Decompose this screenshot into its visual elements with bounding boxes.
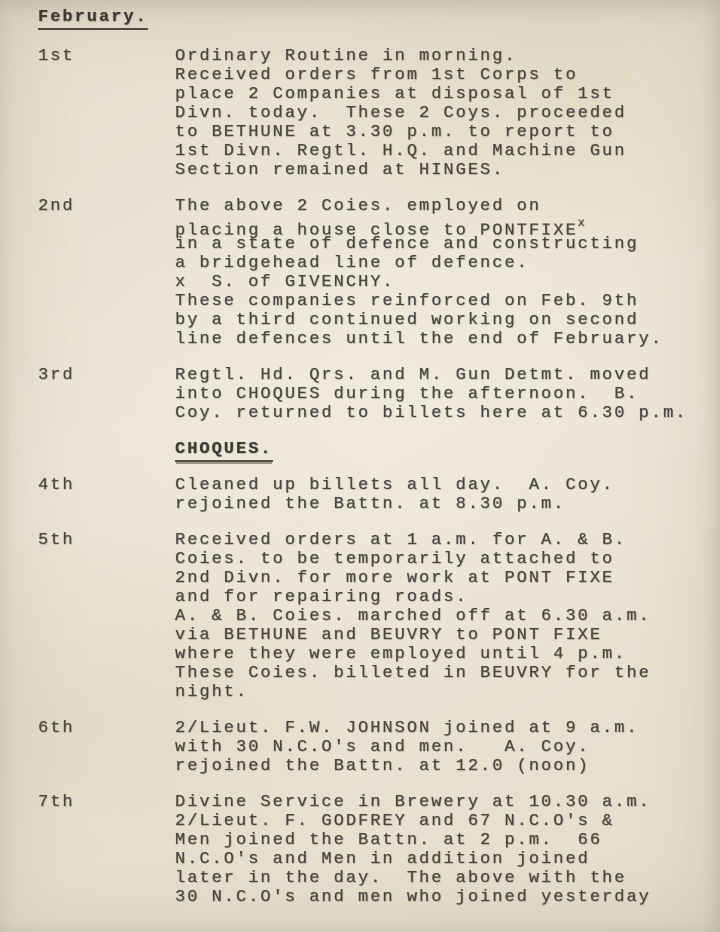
entry-line: Divn. today. These 2 Coys. proceeded — [175, 104, 627, 123]
entry-line: into CHOQUES during the afternoon. B. — [175, 385, 639, 404]
entry-date-empty — [38, 440, 175, 459]
entry-body — [175, 197, 700, 349]
entry-line — [175, 440, 700, 459]
entry-line: A. & B. Coies. marched off at 6.30 a.m. — [175, 607, 651, 626]
entry-line: with 30 N.C.O's and men. A. Coy. — [175, 738, 590, 757]
entry-line — [175, 216, 700, 241]
entry-line: Regtl. Hd. Qrs. and M. Gun Detmt. moved — [175, 366, 651, 385]
entry-date: 5th — [38, 531, 75, 550]
entry-line: night. — [175, 683, 249, 702]
entry-line: a bridgehead line of defence. — [175, 254, 529, 273]
entry-line: rejoined the Battn. at 12.0 (noon) — [175, 757, 590, 776]
diary-entry-1st — [38, 47, 700, 180]
entry-line: later in the day. The above with the — [175, 869, 627, 888]
entry-line: Divine Service in Brewery at 10.30 a.m. — [175, 793, 651, 812]
entry-body — [175, 47, 700, 180]
entry-line: line defences until the end of February. — [175, 330, 664, 349]
entry-line: These companies reinforced on Feb. 9th — [175, 292, 639, 311]
entry-line: 2/Lieut. F.W. JOHNSON joined at 9 a.m. — [175, 719, 639, 738]
month-heading: February. — [38, 8, 148, 30]
entry-line: in a state of defence and constructing — [175, 235, 639, 254]
entry-line: and for repairing roads. — [175, 588, 468, 607]
entry-line: Cleaned up billets all day. A. Coy. — [175, 476, 615, 495]
entry-line: Coies. to be temporarily attached to — [175, 550, 615, 569]
entry-line: Received orders from 1st Corps to — [175, 66, 578, 85]
entry-body — [175, 440, 700, 459]
entry-line: Section remained at HINGES. — [175, 161, 505, 180]
entry-line-text: placing a house close to PONTFIXE — [175, 221, 578, 241]
entry-line: by a third continued working on second — [175, 311, 639, 330]
entry-line: rejoined the Battn. at 8.30 p.m. — [175, 495, 566, 514]
entry-body — [175, 793, 700, 907]
entry-line: The above 2 Coies. employed on — [175, 197, 542, 216]
entry-date: 2nd — [38, 197, 75, 216]
entry-line: Received orders at 1 a.m. for A. & B. — [175, 531, 627, 550]
entry-line: Men joined the Battn. at 2 p.m. 66 — [175, 831, 603, 850]
place-heading-choques: CHOQUES. — [175, 440, 273, 462]
entry-line: 2nd Divn. for more work at PONT FIXE — [175, 569, 615, 588]
diary-entry-4th — [38, 476, 700, 514]
entry-date: 7th — [38, 793, 75, 812]
entry-line: These Coies. billeted in BEUVRY for the — [175, 664, 651, 683]
entry-line: Coy. returned to billets here at 6.30 p.m. — [175, 404, 688, 423]
entry-line: to BETHUNE at 3.30 p.m. to report to — [175, 123, 615, 142]
footnote-superscript: x — [577, 216, 585, 230]
entry-date: 1st — [38, 47, 75, 66]
diary-entry-3rd — [38, 366, 700, 423]
entry-body — [175, 366, 700, 423]
entry-line: 30 N.C.O's and men who joined yesterday — [175, 888, 651, 907]
entry-date: 6th — [38, 719, 75, 738]
entry-line: where they were employed until 4 p.m. — [175, 645, 627, 664]
place-heading-row — [38, 440, 700, 459]
typewritten-text-block — [38, 8, 700, 907]
entry-line: 2/Lieut. F. GODFREY and 67 N.C.O's & — [175, 812, 615, 831]
entry-body — [175, 531, 700, 702]
entry-line: via BETHUNE and BEUVRY to PONT FIXE — [175, 626, 603, 645]
entry-date: 4th — [38, 476, 75, 495]
diary-entry-7th — [38, 793, 700, 907]
entry-line: Ordinary Routine in morning. — [175, 47, 517, 66]
footnote-line: x S. of GIVENCHY. — [175, 273, 395, 292]
entry-body — [175, 719, 700, 776]
entry-date: 3rd — [38, 366, 75, 385]
diary-entry-6th — [38, 719, 700, 776]
entry-line: N.C.O's and Men in addition joined — [175, 850, 590, 869]
entry-line: 1st Divn. Regtl. H.Q. and Machine Gun — [175, 142, 627, 161]
diary-entry-5th — [38, 531, 700, 702]
entry-line: place 2 Companies at disposal of 1st — [175, 85, 615, 104]
entry-body — [175, 476, 700, 514]
month-heading-row — [38, 8, 700, 30]
diary-entry-2nd — [38, 197, 700, 349]
